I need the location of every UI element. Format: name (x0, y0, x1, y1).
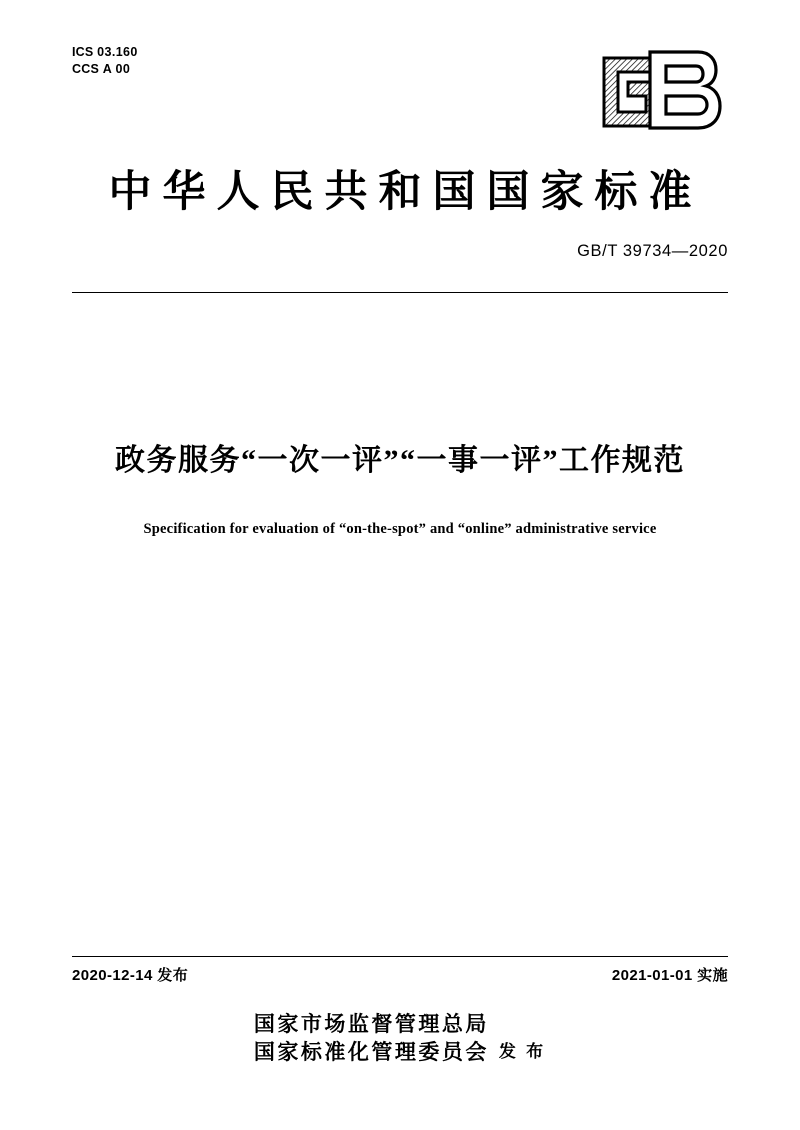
effective-date: 2021-01-01 实施 (611, 967, 728, 984)
issuer-name-list (254, 1010, 489, 1066)
issuer-name-secondary: 国家标准化管理委员会 (253, 1040, 489, 1064)
ccs-value: A 00 (102, 62, 131, 76)
divider-top (72, 292, 728, 293)
gb-emblem-logo-icon (558, 48, 728, 136)
ccs-label: CCS (72, 62, 99, 76)
standard-number: GB/T 39734—2020 (577, 242, 728, 260)
ics-value: 03.160 (97, 45, 138, 59)
divider-bottom (72, 956, 728, 957)
issuer-name-primary: 国家市场监督管理总局 (253, 1012, 489, 1036)
publish-date: 2020-12-14 发布 (72, 967, 189, 984)
date-row (72, 964, 728, 985)
ics-code-line (72, 44, 138, 61)
ics-label: ICS (72, 45, 94, 59)
page-title: 中华人民共和国国家标准 (108, 169, 703, 216)
issue-verb: 发 布 (498, 1042, 547, 1061)
document-title-english: Specification for evaluation of “on-the-spot” and “online” administrative service (143, 521, 657, 537)
ccs-code-line (72, 61, 138, 78)
issuing-authorities (0, 1010, 800, 1066)
document-title-chinese: 政务服务“一次一评”“一事一评”工作规范 (115, 444, 685, 477)
classification-codes (72, 44, 138, 78)
